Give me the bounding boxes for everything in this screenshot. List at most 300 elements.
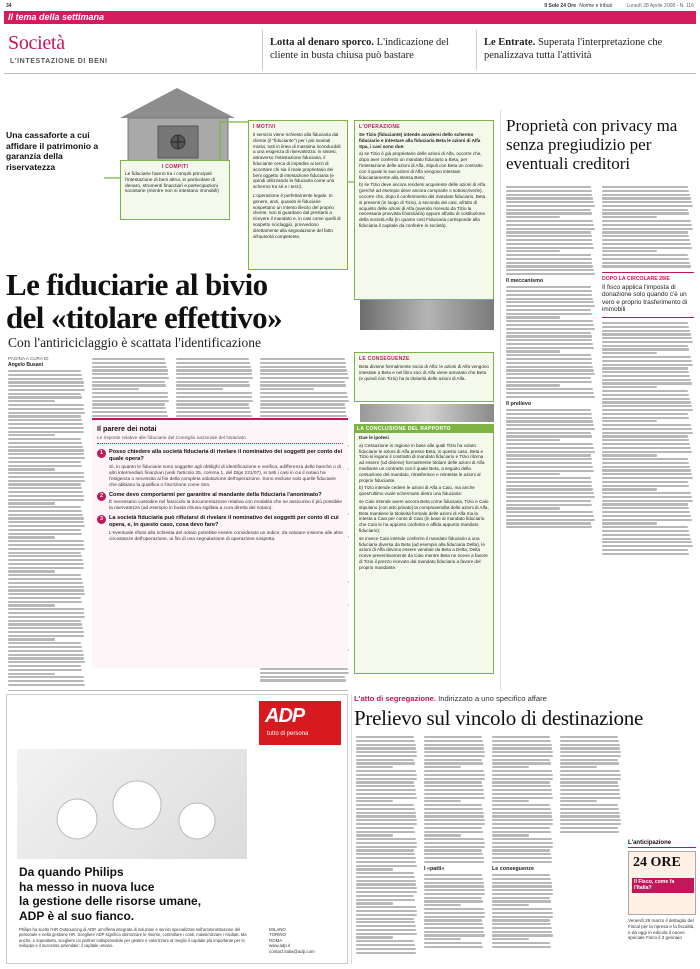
- body-text-line: [424, 885, 484, 887]
- body-text-line: [424, 857, 484, 859]
- body-text-line: [424, 759, 482, 761]
- body-text-line: [260, 384, 346, 386]
- body-text-line: [492, 812, 552, 814]
- body-text-line: [506, 369, 594, 371]
- body-text-line: [356, 948, 416, 950]
- body-text-line: [506, 269, 594, 271]
- body-text-line: [602, 345, 688, 347]
- body-text-line: [92, 358, 165, 360]
- body-text-line: [602, 228, 693, 230]
- body-text-line: [492, 931, 552, 933]
- body-text-line: [560, 747, 620, 749]
- body-text-line: [560, 736, 618, 738]
- body-text-line: [8, 680, 84, 682]
- body-text-line: [8, 601, 82, 603]
- body-text-line: [492, 893, 553, 895]
- body-text-line: [506, 526, 592, 528]
- body-text-line: [8, 684, 85, 686]
- body-text-line: [8, 476, 84, 478]
- body-text-line: [602, 454, 657, 456]
- body-text-line: [424, 842, 485, 844]
- body-text-line: [602, 462, 689, 464]
- operazione-a: a) se Tizio è già proprietario delle azioni di Alfa, occorre che, dopo aver conferito un mandato fiduciario a Beta, per l'intestazione delle azioni di Alfa, stipuli con Beta un contratto con il quale le sue azioni di Alfa vengono intestate fiduciariamente alla stessa Beta;: [359, 151, 483, 180]
- body-text-line: [506, 335, 592, 337]
- body-text-line: [602, 439, 689, 441]
- body-text-line: [602, 337, 692, 339]
- body-text-line: [8, 423, 83, 425]
- body-text-line: [356, 929, 416, 931]
- body-text-line: [492, 916, 553, 918]
- body-text-line: [602, 481, 688, 483]
- conseguenze-box: [354, 352, 494, 402]
- body-text-line: [602, 447, 691, 449]
- body-text-line: [492, 857, 552, 859]
- body-text-line: [176, 392, 252, 394]
- body-text-line: [602, 522, 657, 524]
- body-text-line: [424, 740, 483, 742]
- body-text-line: [602, 348, 689, 350]
- body-text-line: [356, 857, 416, 859]
- body-text-line: [8, 620, 81, 622]
- body-text-line: [506, 354, 591, 356]
- body-text-line: [8, 385, 84, 387]
- body-text-line: [492, 842, 553, 844]
- operazione-title: L'OPERAZIONE: [359, 124, 400, 130]
- body-text-line: [260, 403, 345, 405]
- body-text-line: [8, 593, 85, 595]
- body-text-line: [424, 904, 461, 906]
- anticipazione-box[interactable]: [628, 840, 696, 966]
- body-text-line: [506, 273, 595, 275]
- body-text-line: [260, 381, 345, 383]
- body-text-line: [492, 904, 529, 906]
- body-text-line: [424, 827, 482, 829]
- body-text-line: [424, 908, 484, 910]
- body-text-line: [356, 876, 415, 878]
- body-text-line: [8, 472, 84, 474]
- body-text-line: [506, 239, 592, 241]
- body-text-line: [492, 766, 529, 768]
- qa-2-answer: È necessario custodire nel fascicolo la documentazione relativa con modalità che ne assicurino il più possibile la riservatezza (ad esempio in busta chiusa sigillata a cura diretta del notaio).: [109, 500, 343, 512]
- body-text-line: [506, 305, 595, 307]
- motivi-text-1: Il servizio viene richiesto alla fiduciaria dal cliente (il "fiduciante") per i più svariati motivi, tutti in linea di massima riconducibili a una esigenza di riservatezza: in sintesi, attraverso l'intestazione fiduciaria, il fiduciante cerca di impedire ai terzi di accertare chi sia il reale proprietario dei beni oggetto di intestazione fiduciaria (e quindi utilizzando la fiduciaria come uno schermo tra sé e i terzi).: [253, 132, 341, 190]
- body-text-line: [8, 544, 84, 546]
- body-text-line: [602, 530, 689, 532]
- body-text-line: [356, 944, 415, 946]
- body-text-line: [8, 514, 83, 516]
- body-text-line: [260, 672, 349, 674]
- section-subtitle: L'INTESTAZIONE DI BENI: [10, 58, 108, 65]
- ad-headline: [19, 865, 344, 923]
- body-text-line: [602, 469, 691, 471]
- issue-date: Lunedì 28 Aprile 2008 - N. 116: [626, 3, 694, 9]
- body-text-line: [602, 417, 689, 419]
- theme-band-title: Il tema della settimana: [8, 12, 105, 22]
- body-text-line: [8, 597, 81, 599]
- motivi-text-2: L'operazione è perfettamente legale. In genere, anzi, quando le fiduciarie sospettano un intento illecito del proprio cliente, non si guardano dal prestarsi a ricevere il mandato e, in casi come quelli di sospetto riciclaggio, provvedono direttamente alla segnalazione del fatto all'autorità competente.: [253, 192, 341, 239]
- body-text-line: [602, 239, 690, 241]
- body-text-line: [92, 381, 165, 383]
- body-text-line: [356, 774, 417, 776]
- body-text-line: [492, 861, 552, 863]
- body-text-line: [424, 755, 485, 757]
- body-text-line: [492, 878, 551, 880]
- main-title: [6, 268, 351, 334]
- subhead-meccanismo: Il meccanismo: [506, 278, 544, 285]
- body-text-line: [424, 808, 483, 810]
- body-text-line: [424, 770, 484, 772]
- body-text-line: [506, 451, 595, 453]
- body-text-line: [356, 895, 414, 897]
- body-text-line: [8, 559, 83, 561]
- body-text-line: [560, 789, 620, 791]
- body-text-line: [602, 250, 657, 252]
- body-text-line: [92, 411, 167, 413]
- body-text-line: [8, 480, 85, 482]
- anticipazione-label: L'anticipazione: [628, 840, 696, 848]
- body-text-line: [260, 388, 314, 390]
- ad-footer-text: Philips ha scelto l'HR Outsourcing di ADP, un'offerta integrata di soluzioni e servizi specializzati nell'amministrazione del personale e nella gestione HR. Scegliere ADP significa ottimizzare le risorse, controllare i costi, massimizzare i risultati. Ma anche, e soprattutto, scegliere un partner indispensabile per gestire e valorizzare al meglio il capitale più importante per lo sviluppo e il successo aziendale: il capitale umano.: [19, 927, 247, 949]
- main-title-line-2: del «titolare effettivo»: [6, 300, 282, 335]
- body-text-line: [602, 326, 689, 328]
- body-text-line: [602, 194, 690, 196]
- handshake-photo: [360, 300, 494, 330]
- body-text-line: [602, 212, 689, 214]
- main-col-1: [8, 370, 86, 686]
- body-text-line: [356, 872, 414, 874]
- body-text-line: [506, 507, 560, 509]
- body-text-line: [506, 519, 595, 521]
- body-text-line: [424, 819, 485, 821]
- ad-city-1: MILANO: [269, 927, 286, 932]
- body-text-line: [424, 882, 484, 884]
- body-text-line: [356, 925, 416, 927]
- body-text-line: [260, 679, 346, 681]
- dopola-text: Il fisco applica l'imposta di donazione solo quando c'è un vero e proprio trasferimento di immobili: [602, 283, 688, 314]
- main-title-line-1: Le fiduciarie al bivio: [6, 267, 268, 302]
- body-text-line: [506, 358, 592, 360]
- body-text-line: [506, 428, 595, 430]
- body-text-line: [492, 927, 552, 929]
- body-text-line: [8, 400, 55, 402]
- body-text-line: [602, 341, 693, 343]
- body-text-line: [602, 201, 692, 203]
- ad-city-3: ROMA: [269, 937, 283, 943]
- body-text-line: [356, 899, 415, 901]
- body-text-line: [492, 781, 550, 783]
- body-text-line: [560, 804, 618, 806]
- compiti-box: [120, 160, 230, 220]
- body-text-line: [424, 785, 483, 787]
- byline-label: PAGINA A CURA DI: [8, 356, 49, 361]
- body-text-line: [506, 190, 592, 192]
- notai-title: Il parere dei notai: [97, 424, 157, 433]
- body-text-line: [8, 657, 84, 659]
- body-text-line: [8, 586, 84, 588]
- body-text-line: [506, 504, 592, 506]
- operazione-intro: Se Tizio (fiduciante) intende avvalersi dello schermo fiduciario e intestare alla fiduciaria Beta le azioni di Alfa Spa, i casi sono due:: [359, 132, 481, 149]
- body-text-line: [506, 377, 591, 379]
- body-text-line: [492, 912, 553, 914]
- body-text-line: [506, 320, 593, 322]
- body-text-line: [92, 366, 167, 368]
- body-text-line: [492, 834, 529, 836]
- body-text-line: [356, 747, 416, 749]
- body-text-line: [602, 367, 688, 369]
- body-text-line: [356, 831, 415, 833]
- body-text-line: [602, 258, 689, 260]
- body-text-line: [602, 458, 688, 460]
- body-text-line: [8, 536, 55, 538]
- body-text-line: [602, 503, 688, 505]
- body-text-line: [424, 751, 485, 753]
- body-text-line: [492, 819, 553, 821]
- body-text-line: [356, 819, 417, 821]
- body-text-line: [492, 774, 553, 776]
- body-text-line: [356, 838, 416, 840]
- body-text-line: [492, 923, 551, 925]
- body-text-line: [8, 570, 55, 572]
- body-text-line: [602, 477, 693, 479]
- body-text-line: [602, 420, 657, 422]
- body-text-line: [356, 808, 415, 810]
- body-text-line: [602, 247, 692, 249]
- body-text-line: [424, 923, 483, 925]
- body-text-line: [492, 815, 552, 817]
- body-text-line: [8, 374, 82, 376]
- body-text-line: [356, 914, 417, 916]
- body-text-line: [506, 194, 592, 196]
- body-text-line: [424, 900, 483, 902]
- prelievo-col-2: [424, 736, 486, 948]
- body-text-line: [356, 770, 416, 772]
- body-text-line: [176, 407, 250, 409]
- body-text-line: [492, 789, 552, 791]
- subhead-conseguenze: Le conseguenze: [492, 865, 534, 872]
- body-text-line: [92, 388, 139, 390]
- body-text-line: [356, 736, 414, 738]
- qa-3-question: La società fiduciaria può rifiutarsi di rivelare il nominativo dei soggetti per conto di cui opera, e, in questo caso, cosa devo fare?: [109, 515, 339, 529]
- body-text-line: [506, 243, 593, 245]
- paper-headline: Il Fisco, come fa l'Italia?: [632, 878, 694, 893]
- body-text-line: [506, 477, 591, 479]
- body-text-line: [506, 228, 595, 230]
- body-text-line: [492, 747, 552, 749]
- body-text-line: [8, 616, 85, 618]
- operazione-b: b) se Tizio deve ancora rendersi acquirente delle azioni di Alfa (perché ad esempio deve ancora comprarle o sottoscriverle), occorre che, dopo il conferimento del mandato fiduciario, Beta si presenti (in luogo di Tizio), a seconda dei casi, all'atto di acquisto delle azioni di Alfa (avendo ricevuto da Tizio la necessaria provvista finanziaria) oppure all'atto di costituzione della società Alfa (in quanto così Fiduciaria corrisponde alla fiduciaria il capitale da conferire in società).: [359, 182, 486, 228]
- body-text-line: [92, 369, 168, 371]
- body-text-line: [492, 736, 550, 738]
- body-text-line: [602, 492, 691, 494]
- body-text-line: [8, 574, 81, 576]
- body-text-line: [560, 744, 620, 746]
- body-text-line: [506, 492, 594, 494]
- conclusione-b: b) Tizio intende cedere le azioni di Alfa a Caio, ma anche quest'ultimo vuole schermarsi dietro una fiduciaria:: [359, 485, 475, 497]
- teaser-2-text: Superata l'interpretazione che penalizzava tutta l'attività: [484, 37, 663, 61]
- body-text-line: [8, 567, 84, 569]
- body-text-line: [602, 538, 691, 540]
- coins-photo: [360, 404, 494, 422]
- body-text-line: [602, 485, 689, 487]
- body-text-line: [356, 868, 393, 870]
- body-text-line: [260, 415, 347, 417]
- body-text-line: [8, 669, 82, 671]
- body-text-line: [506, 197, 593, 199]
- body-text-line: [492, 797, 553, 799]
- body-text-line: [176, 369, 252, 371]
- body-text-line: [356, 778, 417, 780]
- body-text-line: [356, 910, 417, 912]
- body-text-line: [560, 781, 618, 783]
- body-text-line: [602, 466, 690, 468]
- body-text-line: [506, 324, 594, 326]
- body-text-line: [602, 553, 689, 555]
- body-text-line: [356, 785, 415, 787]
- body-text-line: [176, 362, 250, 364]
- body-text-line: [602, 379, 691, 381]
- teaser-2[interactable]: [484, 36, 689, 62]
- body-text-line: [506, 298, 593, 300]
- qa-3: [97, 515, 343, 543]
- body-text-line: [356, 887, 417, 889]
- dopola-box: [602, 272, 694, 318]
- body-text-line: [602, 235, 689, 237]
- body-text-line: [424, 834, 461, 836]
- body-text-line: [260, 400, 349, 402]
- body-text-line: [602, 352, 657, 354]
- body-text-line: [506, 473, 560, 475]
- conclusione-a: a) Cessazione in ragione in base alle quali Tizio ha voluto fiduciarie le azioni di Alfa presso Beta; in questo caso, Beta e Tizio si legano il contratto di mandato fiduciario e Tizio ritorna ad essere (od diviene) formalmente titolare delle azioni di Alfa mediante un contratto con il quale Beta, a seguito della cessazione del mandato, ritrasferisce e reintesta le azioni al proprio fiduciante.: [359, 442, 485, 483]
- body-text-line: [92, 392, 168, 394]
- body-text-line: [492, 800, 529, 802]
- teaser-1-bold: Lotta al denaro sporco.: [270, 37, 375, 48]
- ad-mail-link[interactable]: contact.italia@adp.com: [269, 948, 315, 954]
- body-text-line: [506, 515, 594, 517]
- body-text-line: [506, 384, 560, 386]
- teaser-1[interactable]: [270, 36, 470, 62]
- ad-web-link[interactable]: www.adp.it: [269, 943, 291, 949]
- body-text-line: [8, 635, 84, 637]
- body-text-line: [424, 919, 482, 921]
- body-text-line: [602, 186, 688, 188]
- body-text-line: [8, 646, 82, 648]
- body-text-line: [424, 778, 485, 780]
- body-text-line: [492, 938, 529, 940]
- prelievo-kicker-bold: L'atto di segregazione.: [354, 694, 436, 703]
- body-text-line: [506, 443, 593, 445]
- body-text-line: [602, 534, 690, 536]
- body-text-line: [356, 744, 416, 746]
- newspaper-name: Il Sole 24 Ore: [544, 3, 576, 9]
- body-text-line: [8, 529, 81, 531]
- body-text-line: [602, 364, 693, 366]
- subhead-prelievo: Il prelievo: [506, 401, 532, 407]
- conseguenze-text: Beta diviene formalmente socia di Alfa: le azioni di Alfa vengono intestate a Beta e nel libro soci di Alfa viene annotato che Beta (e quindi non Tizio) ha la titolarità delle azioni di Alfa.: [359, 364, 489, 381]
- dopola-title: DOPO LA CIRCOLARE 28/E: [602, 275, 670, 282]
- body-text-line: [492, 838, 552, 840]
- body-text-line: [356, 849, 414, 851]
- body-text-line: [424, 942, 482, 944]
- body-text-line: [492, 831, 551, 833]
- body-text-line: [8, 465, 82, 467]
- body-text-line: [506, 424, 594, 426]
- body-text-line: [492, 785, 551, 787]
- body-text-line: [492, 804, 550, 806]
- body-text-line: [560, 740, 619, 742]
- body-text-line: [602, 526, 688, 528]
- body-text-line: [602, 435, 688, 437]
- anticipazione-caption: Venerdì 28 marzo il dettaglio del Fiscal per la ripresa e la fiscalità, e da oggi in edicola il nuovo speciale Fisco il 3 gennaio: [628, 918, 695, 941]
- body-text-line: [260, 392, 347, 394]
- body-text-line: [356, 766, 393, 768]
- motivi-box: [248, 120, 348, 270]
- body-text-line: [602, 209, 688, 211]
- body-text-line: [602, 390, 688, 392]
- body-text-line: [424, 781, 482, 783]
- body-text-line: [560, 815, 620, 817]
- body-text-line: [506, 231, 591, 233]
- body-text-line: [8, 438, 81, 440]
- body-text-line: [506, 294, 592, 296]
- adp-advertisement[interactable]: [6, 694, 348, 964]
- body-text-line: [260, 369, 347, 371]
- body-text-line: [506, 286, 591, 288]
- body-text-line: [8, 650, 83, 652]
- body-text-line: [356, 815, 416, 817]
- body-text-line: [602, 254, 688, 256]
- conclusione-intro: Due le ipotesi: [359, 435, 389, 440]
- body-text-line: [8, 517, 84, 519]
- body-text-line: [356, 797, 417, 799]
- body-text-line: [8, 378, 83, 380]
- ad-headline-1: Da quando Philips: [19, 865, 124, 879]
- body-text-line: [492, 778, 553, 780]
- body-text-line: [424, 793, 484, 795]
- body-text-line: [424, 878, 483, 880]
- body-text-line: [92, 400, 169, 402]
- body-text-line: [506, 432, 591, 434]
- body-text-line: [8, 404, 84, 406]
- operazione-box: [354, 120, 494, 300]
- body-text-line: [602, 322, 688, 324]
- page-header: [6, 2, 696, 10]
- body-text-line: [8, 608, 84, 610]
- body-text-line: [8, 623, 82, 625]
- body-text-line: [506, 209, 591, 211]
- body-text-line: [8, 521, 84, 523]
- body-text-line: [424, 853, 483, 855]
- body-text-line: [602, 197, 691, 199]
- body-text-line: [602, 224, 692, 226]
- body-text-line: [506, 366, 593, 368]
- body-text-line: [8, 582, 83, 584]
- body-text-line: [602, 265, 691, 267]
- body-text-line: [492, 849, 550, 851]
- body-text-line: [8, 431, 84, 433]
- adp-logo: [259, 701, 341, 745]
- qa-1-answer: Sì, in quanto le fiduciarie sono soggette agli obblighi di identificazione e verifica, adifferenza delle banche o di altri intermediari finanziari (vedi l'articolo 25, comma 1, del Dlgs 231/07), in tutti i casi in cui il notaio ha l'esigenza o necessita ai fini della completa valutazione dell'operazione. Sono escluse solo quelle fiduciarie che abbiano la qualifica o l'iscrizione come Sim.: [109, 464, 341, 488]
- body-text-line: [506, 462, 592, 464]
- motivi-title: I MOTIVI: [253, 124, 276, 130]
- body-text-line: [560, 762, 619, 764]
- conclusione-b2: se invece Caio intende conferire il mandato fiduciario a una fiduciaria diversa da Beta (ad esempio alla fiduciaria Delta), le azioni di Alfa devono essere vendute da Beta a Delta; Delta riceve preventivamente da Caio mentre Beta ne riceve a favore di Tizio il prezzo ricevuto dal mandato fiduciario a favore del proprio mandante.: [359, 535, 488, 570]
- body-text-line: [356, 918, 414, 920]
- compiti-title: I COMPITI: [161, 164, 189, 170]
- body-text-line: [506, 485, 592, 487]
- body-text-line: [8, 381, 84, 383]
- body-text-line: [506, 212, 592, 214]
- body-text-line: [8, 453, 84, 455]
